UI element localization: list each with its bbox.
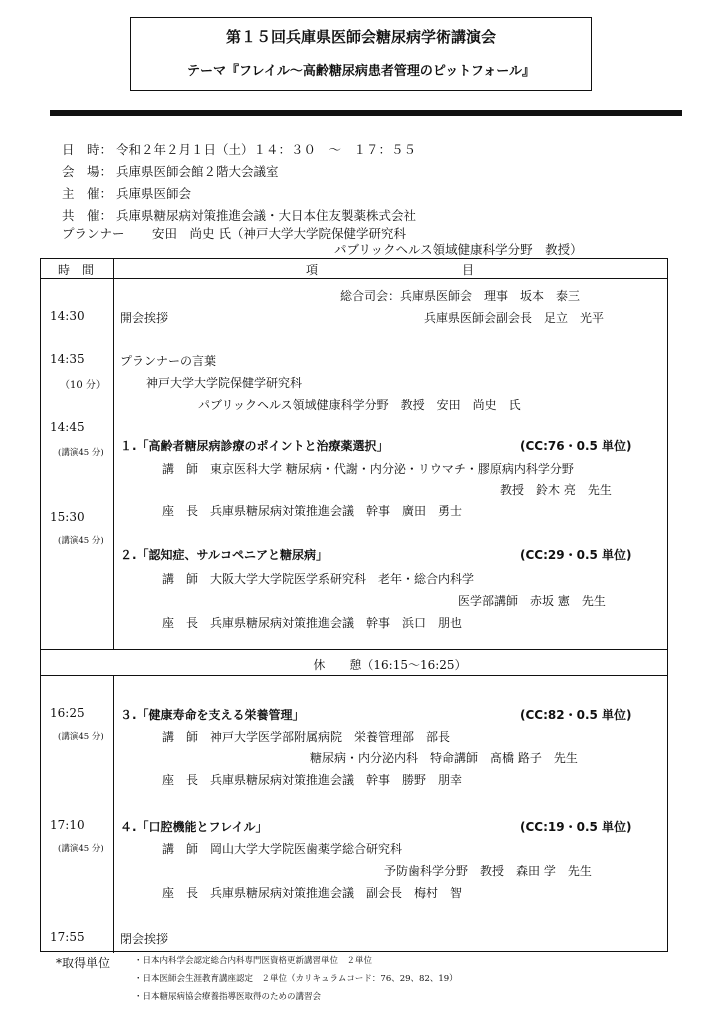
closing-title: 閉会挨拶: [120, 932, 169, 946]
venue-value: 兵庫県医師会館２階大会議室: [116, 164, 279, 179]
break-rule-top: [41, 649, 667, 650]
lecture-cc: (CC:29・0.5 単位): [520, 548, 632, 562]
lecture-chair: 座 長 兵庫県糖尿病対策推進会議 幹事 勝野 朋幸: [162, 773, 463, 787]
lecture-cc: (CC:82・0.5 単位): [520, 708, 632, 722]
lecture-speaker: 講 師 大阪大学大学院医学系研究科 老年・総合内科学: [162, 572, 475, 586]
lecture-speaker: 講 師 岡山大学大学院医歯薬学総合研究科: [162, 842, 403, 856]
credit-item: ・日本糖尿病協会療養指導医取得のための講習会: [134, 992, 322, 1002]
column-rule-lower: [113, 675, 114, 953]
event-theme: テーマ『フレイル～高齢糖尿病患者管理のピットフォール』: [186, 64, 535, 79]
planner-label: プランナー: [62, 226, 125, 241]
header-rule: [41, 278, 667, 279]
credit-item: ・日本内科学会認定総合内科専門医資格更新講習単位 ２単位: [134, 956, 373, 966]
lecture-speaker-title: 医学部講師 赤坂 憲 先生: [458, 594, 606, 608]
lecture-speaker-title: 予防歯科学分野 教授 森田 学 先生: [384, 864, 592, 878]
planner-affiliation-2: パブリックヘルス領域健康科学分野 教授 安田 尚史 氏: [198, 398, 521, 412]
planner-section-title: プランナーの言葉: [120, 354, 217, 368]
lecture-speaker-title: 糖尿病・内分泌内科 特命講師 髙橋 路子 先生: [310, 751, 578, 765]
lecture-title: ４.「口腔機能とフレイル」: [120, 820, 268, 834]
event-title: 第１５回兵庫県医師会糖尿病学術講演会: [225, 28, 496, 46]
planner-line1: 安田 尚史 氏（神戸大学大学院保健学研究科: [152, 226, 406, 241]
lecture-title: ３.「健康寿命を支える栄養管理」: [120, 708, 305, 722]
lecture-speaker: 講 師 東京医科大学 糖尿病・代謝・内分泌・リウマチ・膠原病内科学分野: [162, 462, 574, 476]
lecture-cc: (CC:76・0.5 単位): [520, 439, 632, 453]
opening-person: 兵庫県医師会副会長 足立 光平: [424, 311, 605, 325]
venue-label: 会 場：: [62, 164, 113, 179]
date-value: 令和２年２月１日（土）１４：３０ ～ １７：５５: [116, 142, 417, 157]
lecture-time: 14:45: [50, 420, 85, 434]
lecture-cc: (CC:19・0.5 単位): [520, 820, 632, 834]
host-label: 主 催：: [62, 186, 113, 201]
lecture-speaker: 講 師 神戸大学医学部附属病院 栄養管理部 部長: [162, 730, 451, 744]
moderator: 総合司会：兵庫県医師会 理事 坂本 泰三: [340, 289, 581, 303]
lecture-title: １.「高齢者糖尿病診療のポイントと治療薬選択」: [120, 439, 389, 453]
planner-line2: パブリックヘルス領域健康科学分野 教授）: [334, 242, 583, 257]
lecture-duration: (講演45 分): [58, 448, 104, 458]
planner-duration: （10 分）: [60, 380, 106, 391]
planner-time: 14:35: [50, 352, 85, 366]
column-rule-upper: [113, 259, 114, 649]
divider-rule: [50, 110, 682, 116]
lecture-time: 16:25: [50, 706, 85, 720]
lecture-duration: (講演45 分): [58, 732, 104, 742]
lecture-chair: 座 長 兵庫県糖尿病対策推進会議 幹事 廣田 勇士: [162, 504, 463, 518]
lecture-speaker-title: 教授 鈴木 亮 先生: [500, 483, 612, 497]
opening-time: 14:30: [50, 309, 85, 323]
cohost-label: 共 催：: [62, 208, 113, 223]
credits-label: *取得単位: [56, 956, 111, 970]
closing-time: 17:55: [50, 930, 85, 944]
lecture-time: 17:10: [50, 818, 85, 832]
lecture-duration: (講演45 分): [58, 844, 104, 854]
lecture-chair: 座 長 兵庫県糖尿病対策推進会議 幹事 浜口 朋也: [162, 616, 463, 630]
break-label: 休 憩（16:15～16:25）: [313, 658, 467, 672]
opening-title: 開会挨拶: [120, 311, 169, 325]
date-label: 日 時：: [62, 142, 113, 157]
lecture-title: ２.「認知症、サルコペニアと糖尿病」: [120, 548, 328, 562]
cohost-value: 兵庫県糖尿病対策推進会議・大日本住友製薬株式会社: [116, 208, 417, 223]
column-header-time: 時 間: [57, 263, 94, 277]
host-value: 兵庫県医師会: [116, 186, 192, 201]
lecture-chair: 座 長 兵庫県糖尿病対策推進会議 副会長 梅村 智: [162, 886, 463, 900]
break-rule-bottom: [41, 675, 667, 676]
credit-item: ・日本医師会生涯教育講座認定 ２単位（カリキュラムコード：76、29、82、19）: [134, 974, 458, 984]
planner-affiliation-1: 神戸大学大学院保健学研究科: [146, 376, 303, 390]
lecture-duration: (講演45 分): [58, 536, 104, 546]
column-header-item: 項 目: [305, 263, 474, 277]
lecture-time: 15:30: [50, 510, 85, 524]
